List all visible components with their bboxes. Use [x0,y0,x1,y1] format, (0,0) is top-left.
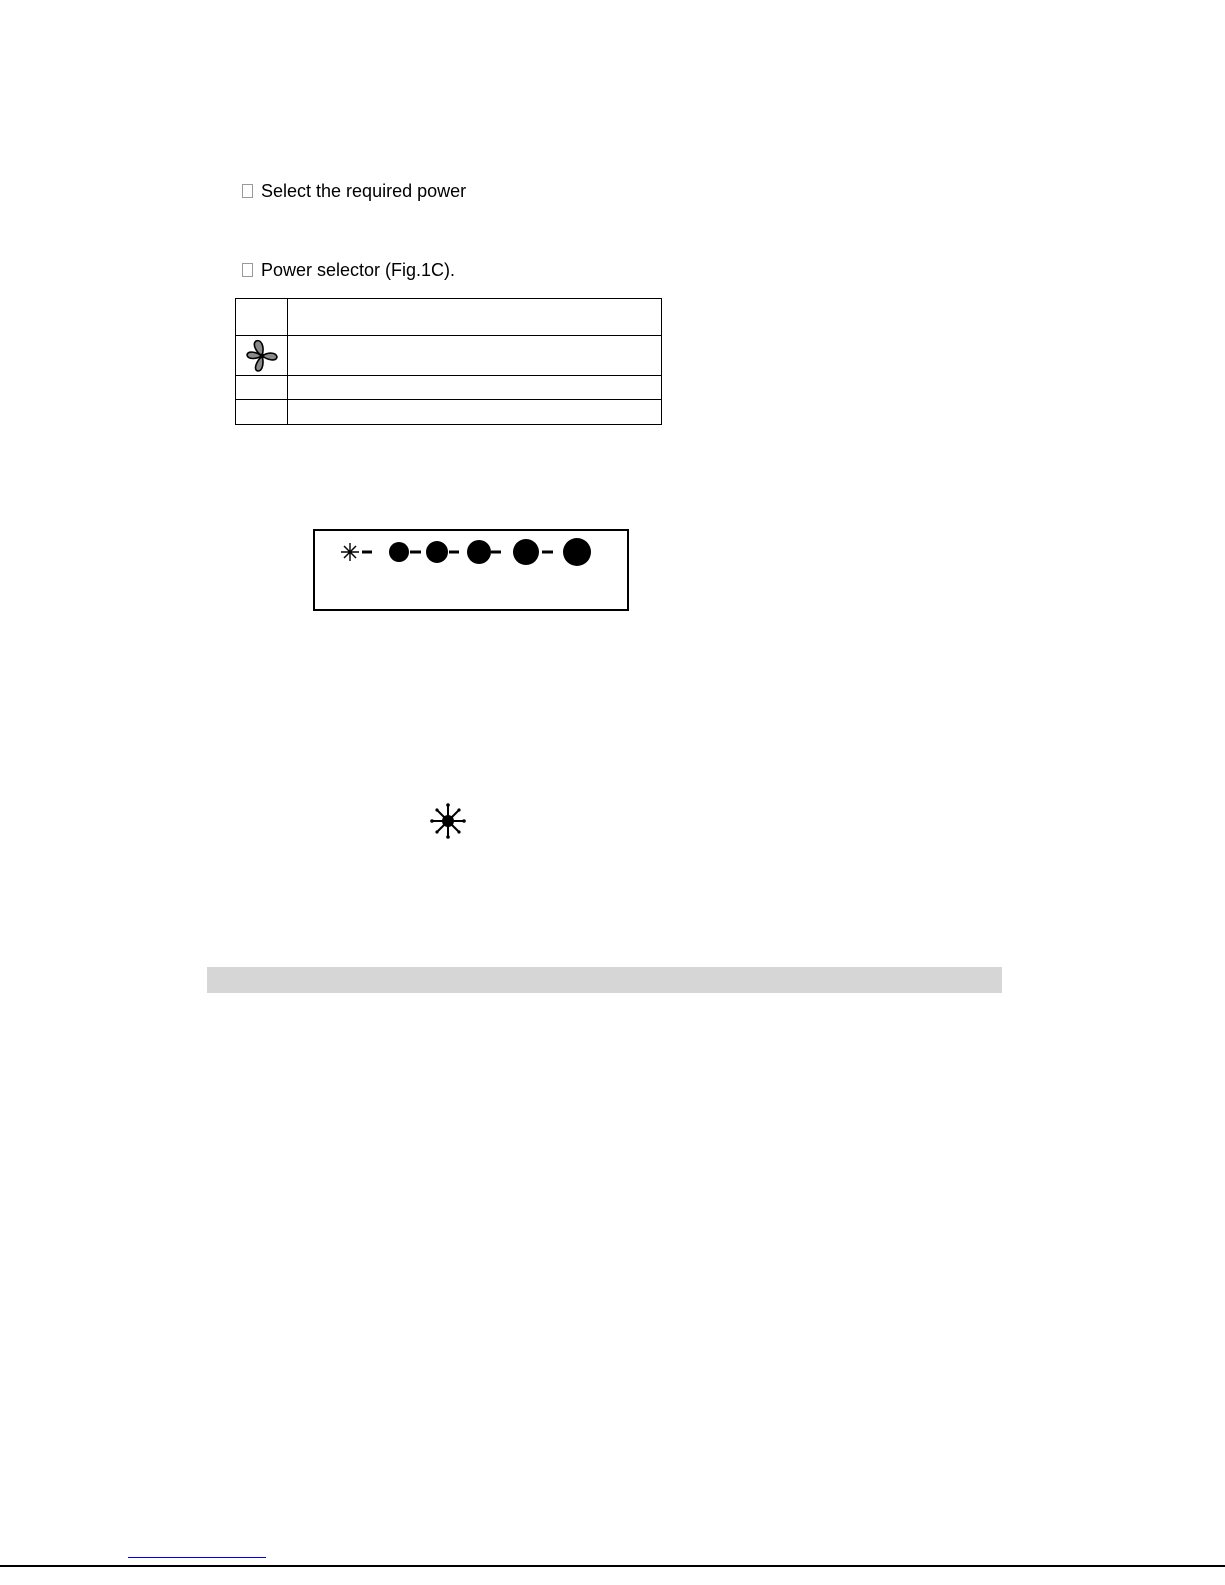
power-selector-table [235,298,662,425]
table-cell [236,336,288,376]
table-cell [288,400,662,425]
table-cell [288,336,662,376]
table-cell [288,299,662,336]
fan-icon [243,338,281,374]
section-heading-bar [207,967,1002,993]
instruction-text: Power selector (Fig.1C). [261,260,456,280]
power-level-dot-icon [563,538,591,566]
snowflake-icon [429,802,467,840]
table-cell [236,299,288,336]
table-row [236,400,662,425]
power-level-dot-icon [513,539,539,565]
table-cell [288,376,662,400]
footer-divider [0,1565,1225,1567]
power-selector-figure [313,529,629,611]
table-row [236,299,662,336]
checkbox-bullet-icon [242,263,253,277]
table-cell [236,376,288,400]
instruction-power-selector [242,260,455,280]
power-level-dot-icon [426,541,448,563]
power-level-dot-icon [467,540,491,564]
table-cell [236,400,288,425]
footer-link-underline[interactable] [128,1557,266,1558]
power-level-scale [315,531,627,609]
checkbox-bullet-icon [242,184,253,198]
snowflake-off-icon [341,543,359,561]
power-level-dot-icon [389,542,409,562]
table-row [236,336,662,376]
table-row [236,376,662,400]
instruction-select-power [242,181,466,201]
instruction-text: Select the required power [261,181,467,201]
